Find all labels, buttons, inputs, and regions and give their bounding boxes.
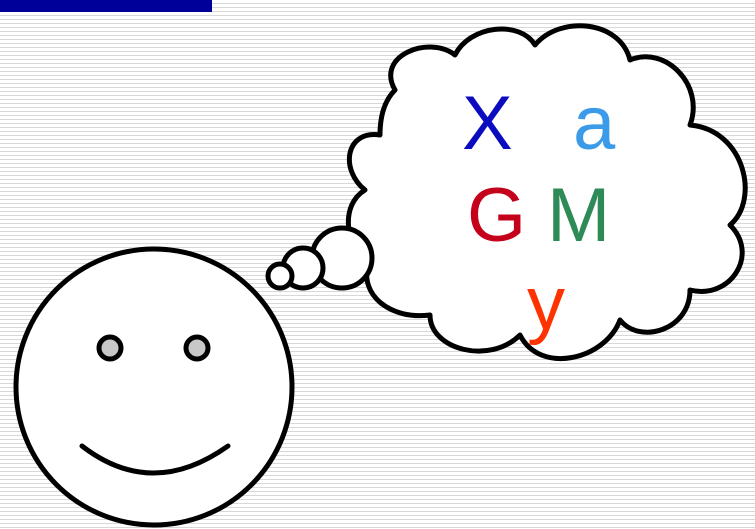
smiley-face <box>16 249 292 525</box>
thought-letter-x: X <box>462 81 513 166</box>
thought-letter-m: M <box>547 173 611 258</box>
left-eye <box>99 337 121 359</box>
thought-letter-y: y <box>527 261 565 346</box>
thought-letter-a: a <box>573 81 616 166</box>
thought-bubble-small <box>268 264 292 288</box>
right-eye <box>186 337 208 359</box>
thought-letter-g: G <box>467 173 527 258</box>
